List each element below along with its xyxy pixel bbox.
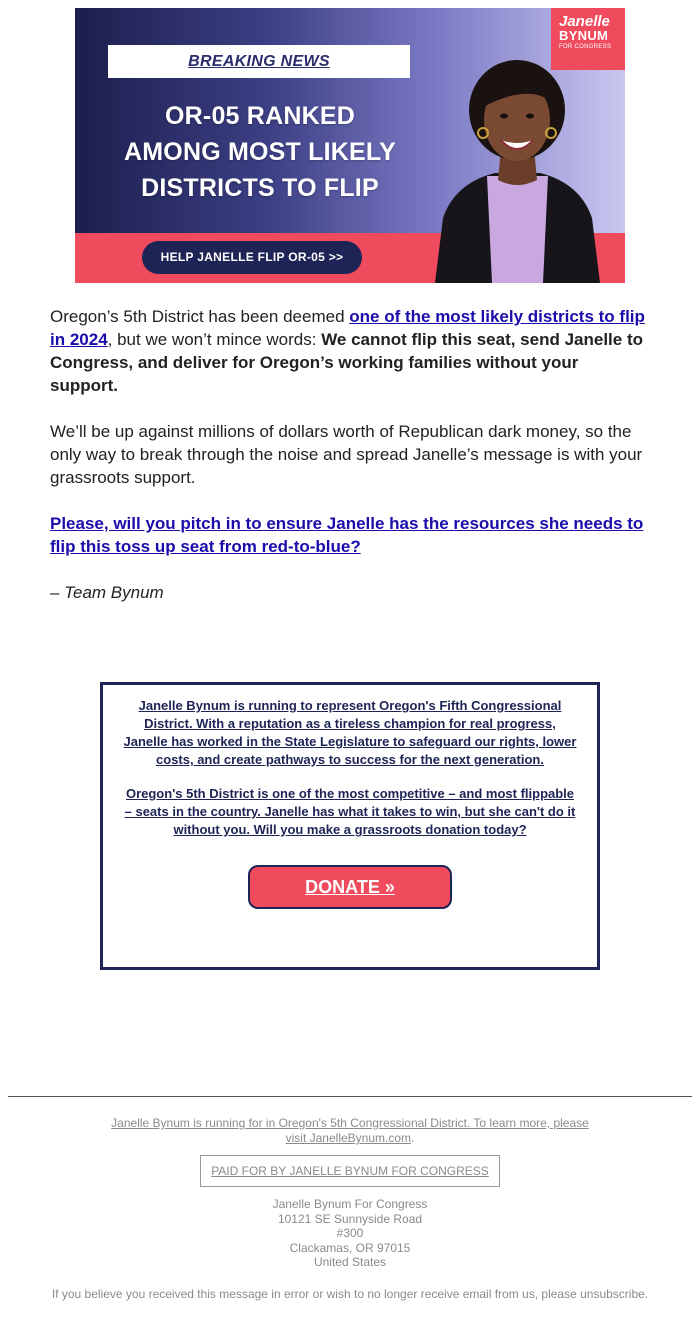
paid-for-disclaimer[interactable]: PAID FOR BY JANELLE BYNUM FOR CONGRESS bbox=[200, 1155, 500, 1187]
address-line: United States bbox=[313, 1255, 387, 1269]
footer-divider bbox=[8, 1096, 692, 1097]
info-box bbox=[100, 682, 600, 970]
logo-first-name: Janelle bbox=[559, 13, 610, 30]
info-paragraph-2[interactable]: Oregon's 5th District is one of the most competitive – and most flippable – seats in the country. Janelle has what it takes to win, but she can't do it without you. Will you make a grassroots donation today? bbox=[124, 786, 576, 837]
donate-button[interactable]: DONATE » bbox=[248, 865, 452, 909]
address-line: Clackamas, OR 97015 bbox=[289, 1240, 411, 1255]
footer-notice-period: . bbox=[411, 1131, 415, 1145]
intro-bold-text: We cannot flip this seat, send Janelle to Congress, and deliver for Oregon’s working families without your support. bbox=[50, 330, 644, 395]
footer-notice-link[interactable]: Janelle Bynum is running for in Oregon's 5th Congressional District. To learn more, please visit JanelleBynum.com bbox=[111, 1116, 589, 1145]
logo-subtitle: FOR CONGRESS bbox=[559, 44, 612, 50]
breaking-news-label: BREAKING NEWS bbox=[108, 45, 410, 78]
pitch-in-link[interactable]: Please, will you pitch in to ensure Janelle has the resources she needs to flip this toss up seat from red-to-blue? bbox=[50, 514, 644, 556]
banner-headline bbox=[95, 98, 425, 206]
headline-line: DISTRICTS TO FLIP bbox=[141, 174, 379, 202]
mailing-address bbox=[200, 1197, 500, 1270]
intro-paragraph bbox=[50, 305, 650, 397]
headline-line: AMONG MOST LIKELY bbox=[124, 138, 396, 166]
footer-notice bbox=[100, 1116, 600, 1146]
address-line: #300 bbox=[336, 1226, 364, 1240]
help-flip-cta[interactable]: HELP JANELLE FLIP OR-05 >> bbox=[142, 241, 362, 274]
address-line: Janelle Bynum For Congress bbox=[272, 1197, 428, 1211]
pitch-in-paragraph bbox=[50, 512, 650, 558]
info-paragraph-1[interactable]: Janelle Bynum is running to represent Oregon's Fifth Congressional District. With a reputation as a tireless champion for real progress, Janelle has worked in the State Legislature to safeguard our rights, lower costs, and create pathways to success for the next generation. bbox=[123, 698, 577, 767]
intro-text-mid: , but we won’t mince words: bbox=[107, 330, 322, 349]
candidate-portrait bbox=[425, 48, 610, 283]
address-line: 10121 SE Sunnyside Road bbox=[277, 1211, 423, 1226]
dark-money-paragraph: We’ll be up against millions of dollars worth of Republican dark money, so the only way to break through the noise and spread Janelle’s message is with your grassroots support. bbox=[50, 422, 643, 487]
signoff: – Team Bynum bbox=[50, 583, 164, 602]
likely-districts-link[interactable]: one of the most likely districts to flip in 2024 bbox=[50, 307, 645, 349]
logo-last-name: BYNUM bbox=[559, 28, 609, 43]
intro-text: Oregon’s 5th District has been deemed bbox=[50, 307, 350, 326]
unsubscribe-notice[interactable]: If you believe you received this message in error or wish to no longer receive email from us, please unsubscribe. bbox=[51, 1287, 649, 1301]
spacer bbox=[121, 769, 579, 785]
hero-banner[interactable] bbox=[75, 8, 625, 283]
headline-line: OR-05 RANKED bbox=[165, 102, 355, 130]
